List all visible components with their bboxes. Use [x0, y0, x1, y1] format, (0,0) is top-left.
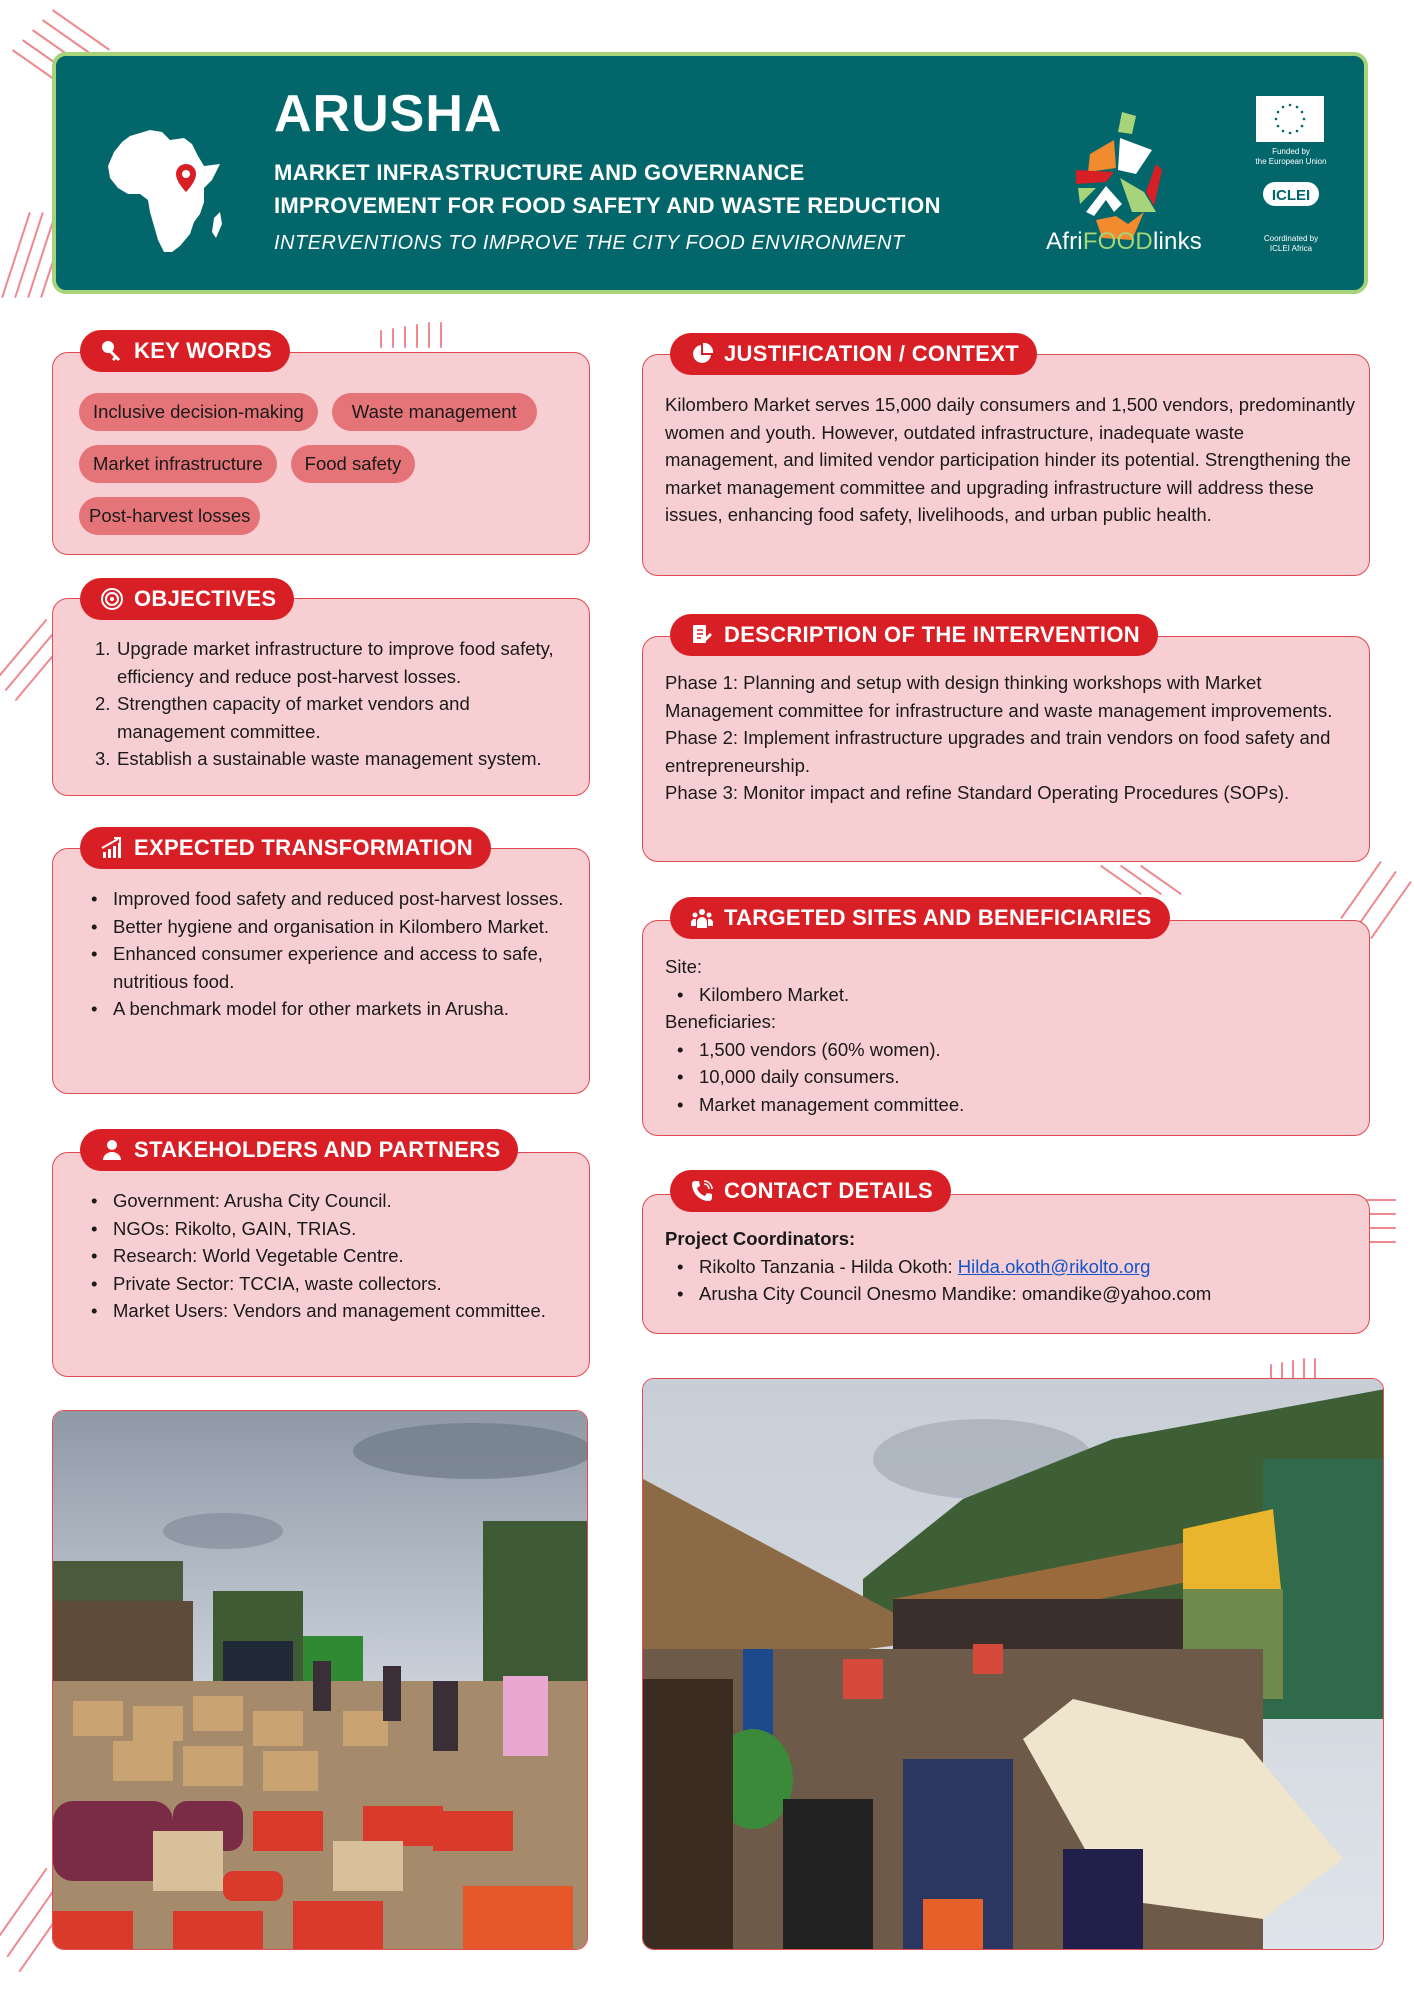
- group-icon: [690, 906, 714, 930]
- coordinators-label: Project Coordinators:: [665, 1228, 856, 1249]
- user-icon: [100, 1138, 124, 1162]
- project-title-line-1: MARKET INFRASTRUCTURE AND GOVERNANCE: [274, 160, 805, 185]
- key-words-heading: KEY WORDS: [80, 330, 290, 372]
- objective-item: 3. Establish a sustainable waste management system.: [95, 748, 542, 769]
- africa-map-icon: [100, 122, 240, 262]
- eu-funding-text: Funded by the European Union: [1255, 147, 1327, 166]
- stakeholder-item: • Market Users: Vendors and management committee.: [79, 1297, 579, 1325]
- growth-chart-icon: [100, 836, 124, 860]
- transformation-item: • A benchmark model for other markets in Arusha.: [79, 995, 579, 1023]
- site-label: Site:: [665, 956, 703, 977]
- document-edit-icon: [690, 623, 714, 647]
- afrifoodlinks-wordmark: AfriFOODlinks: [1046, 228, 1202, 255]
- phone-icon: [690, 1179, 714, 1203]
- description-heading: DESCRIPTION OF THE INTERVENTION: [670, 614, 1158, 656]
- key-icon: [100, 339, 124, 363]
- keyword-chip: Market infrastructure: [79, 445, 277, 483]
- transformation-heading: EXPECTED TRANSFORMATION: [80, 827, 491, 869]
- stakeholder-item: • Research: World Vegetable Centre.: [79, 1242, 579, 1270]
- justification-card: [642, 354, 1370, 576]
- description-phases: [665, 669, 1355, 807]
- project-title: [274, 156, 941, 222]
- iclei-coordination-text: Coordinated by ICLEI Africa: [1263, 234, 1319, 253]
- transformation-item: • Better hygiene and organisation in Kilombero Market.: [79, 913, 579, 941]
- justification-heading: JUSTIFICATION / CONTEXT: [670, 333, 1037, 375]
- key-words-chips: [79, 393, 579, 549]
- market-photo-left-image: [53, 1411, 588, 1950]
- email-link-hilda[interactable]: Hilda.okoth@rikolto.org: [957, 1255, 1151, 1277]
- keyword-chip: Inclusive decision-making: [79, 393, 318, 431]
- eu-flag-icon: [1256, 96, 1324, 142]
- contact-item: • Arusha City Council Onesmo Mandike: omandike@yahoo.com: [665, 1280, 1355, 1308]
- site-item: • Kilombero Market.: [665, 981, 1355, 1009]
- city-title: ARUSHA: [274, 85, 503, 143]
- objective-item: 1. Upgrade market infrastructure to improve food safety, efficiency and reduce post-harvest losses.: [95, 638, 554, 687]
- beneficiary-item: • 10,000 daily consumers.: [665, 1063, 1355, 1091]
- contact-item: • Rikolto Tanzania - Hilda Okoth: Hilda.okoth@rikolto.org: [665, 1253, 1355, 1281]
- phase-3: Phase 3: Monitor impact and refine Standard Operating Procedures (SOPs).: [665, 782, 1290, 803]
- pie-chart-icon: [690, 342, 714, 366]
- header-banner: [52, 52, 1368, 294]
- market-photo-right-image: [643, 1379, 1384, 1950]
- objectives-list: [95, 635, 575, 773]
- tagline: INTERVENTIONS TO IMPROVE THE CITY FOOD ENVIRONMENT: [274, 232, 905, 254]
- phase-2: Phase 2: Implement infrastructure upgrades and train vendors on food safety and entrepreneurship.: [665, 727, 1331, 776]
- transformation-card: [52, 848, 590, 1094]
- targeted-card: [642, 920, 1370, 1136]
- decorative-hatch-left-2: [0, 600, 60, 720]
- keyword-chip: Post-harvest losses: [79, 497, 260, 535]
- stakeholder-item: • NGOs: Rikolto, GAIN, TRIAS.: [79, 1215, 579, 1243]
- market-photo-right: [642, 1378, 1384, 1950]
- transformation-item: • Enhanced consumer experience and access to safe, nutritious food.: [79, 940, 579, 995]
- stakeholder-item: • Government: Arusha City Council.: [79, 1187, 579, 1215]
- sites-list: [665, 981, 1355, 1009]
- market-photo-left: [52, 1410, 588, 1950]
- description-card: [642, 636, 1370, 862]
- transformation-item: • Improved food safety and reduced post-harvest losses.: [79, 885, 579, 913]
- objective-item: 2. Strengthen capacity of market vendors and management committee.: [95, 693, 470, 742]
- transformation-list: [79, 885, 579, 1023]
- beneficiary-item: • 1,500 vendors (60% women).: [665, 1036, 1355, 1064]
- decorative-hatch-bottom-left: [0, 1850, 60, 2000]
- svg-text:ICLEI: ICLEI: [1271, 187, 1311, 204]
- phase-1: Phase 1: Planning and setup with design thinking workshops with Market Management committee for infrastructure and waste management improvements.: [665, 672, 1333, 721]
- beneficiaries-label: Beneficiaries:: [665, 1011, 777, 1032]
- targeted-content: [665, 953, 1355, 1118]
- project-title-line-2: IMPROVEMENT FOR FOOD SAFETY AND WASTE REDUCTION: [274, 193, 941, 218]
- justification-text: Kilombero Market serves 15,000 daily consumers and 1,500 vendors, predominantly women and youth. However, outdated infrastructure, inadequate waste management, and limited vendor participation hinder its potential. Strengthening the market management committee and upgrading infrastructure will address these issues, enhancing food safety, livelihoods, and urban public health.: [665, 394, 1356, 525]
- contacts-list: [665, 1253, 1355, 1308]
- contact-heading: CONTACT DETAILS: [670, 1170, 951, 1212]
- beneficiaries-list: [665, 1036, 1355, 1119]
- contact-content: [665, 1225, 1355, 1308]
- targeted-heading: TARGETED SITES AND BENEFICIARIES: [670, 897, 1170, 939]
- stakeholders-card: [52, 1152, 590, 1377]
- contact-card: [642, 1194, 1370, 1334]
- stakeholders-heading: STAKEHOLDERS AND PARTNERS: [80, 1129, 518, 1171]
- keyword-chip: Waste management: [332, 393, 537, 431]
- keyword-chip: Food safety: [291, 445, 416, 483]
- iclei-logo-icon: [1263, 182, 1319, 212]
- beneficiary-item: • Market management committee.: [665, 1091, 1355, 1119]
- objectives-heading: OBJECTIVES: [80, 578, 294, 620]
- target-icon: [100, 587, 124, 611]
- key-words-card: [52, 352, 590, 555]
- stakeholders-list: [79, 1187, 579, 1325]
- decorative-hatch-keywords: [380, 322, 480, 352]
- decorative-hatch-left-1: [0, 200, 60, 320]
- stakeholder-item: • Private Sector: TCCIA, waste collectors.: [79, 1270, 579, 1298]
- objectives-card: [52, 598, 590, 796]
